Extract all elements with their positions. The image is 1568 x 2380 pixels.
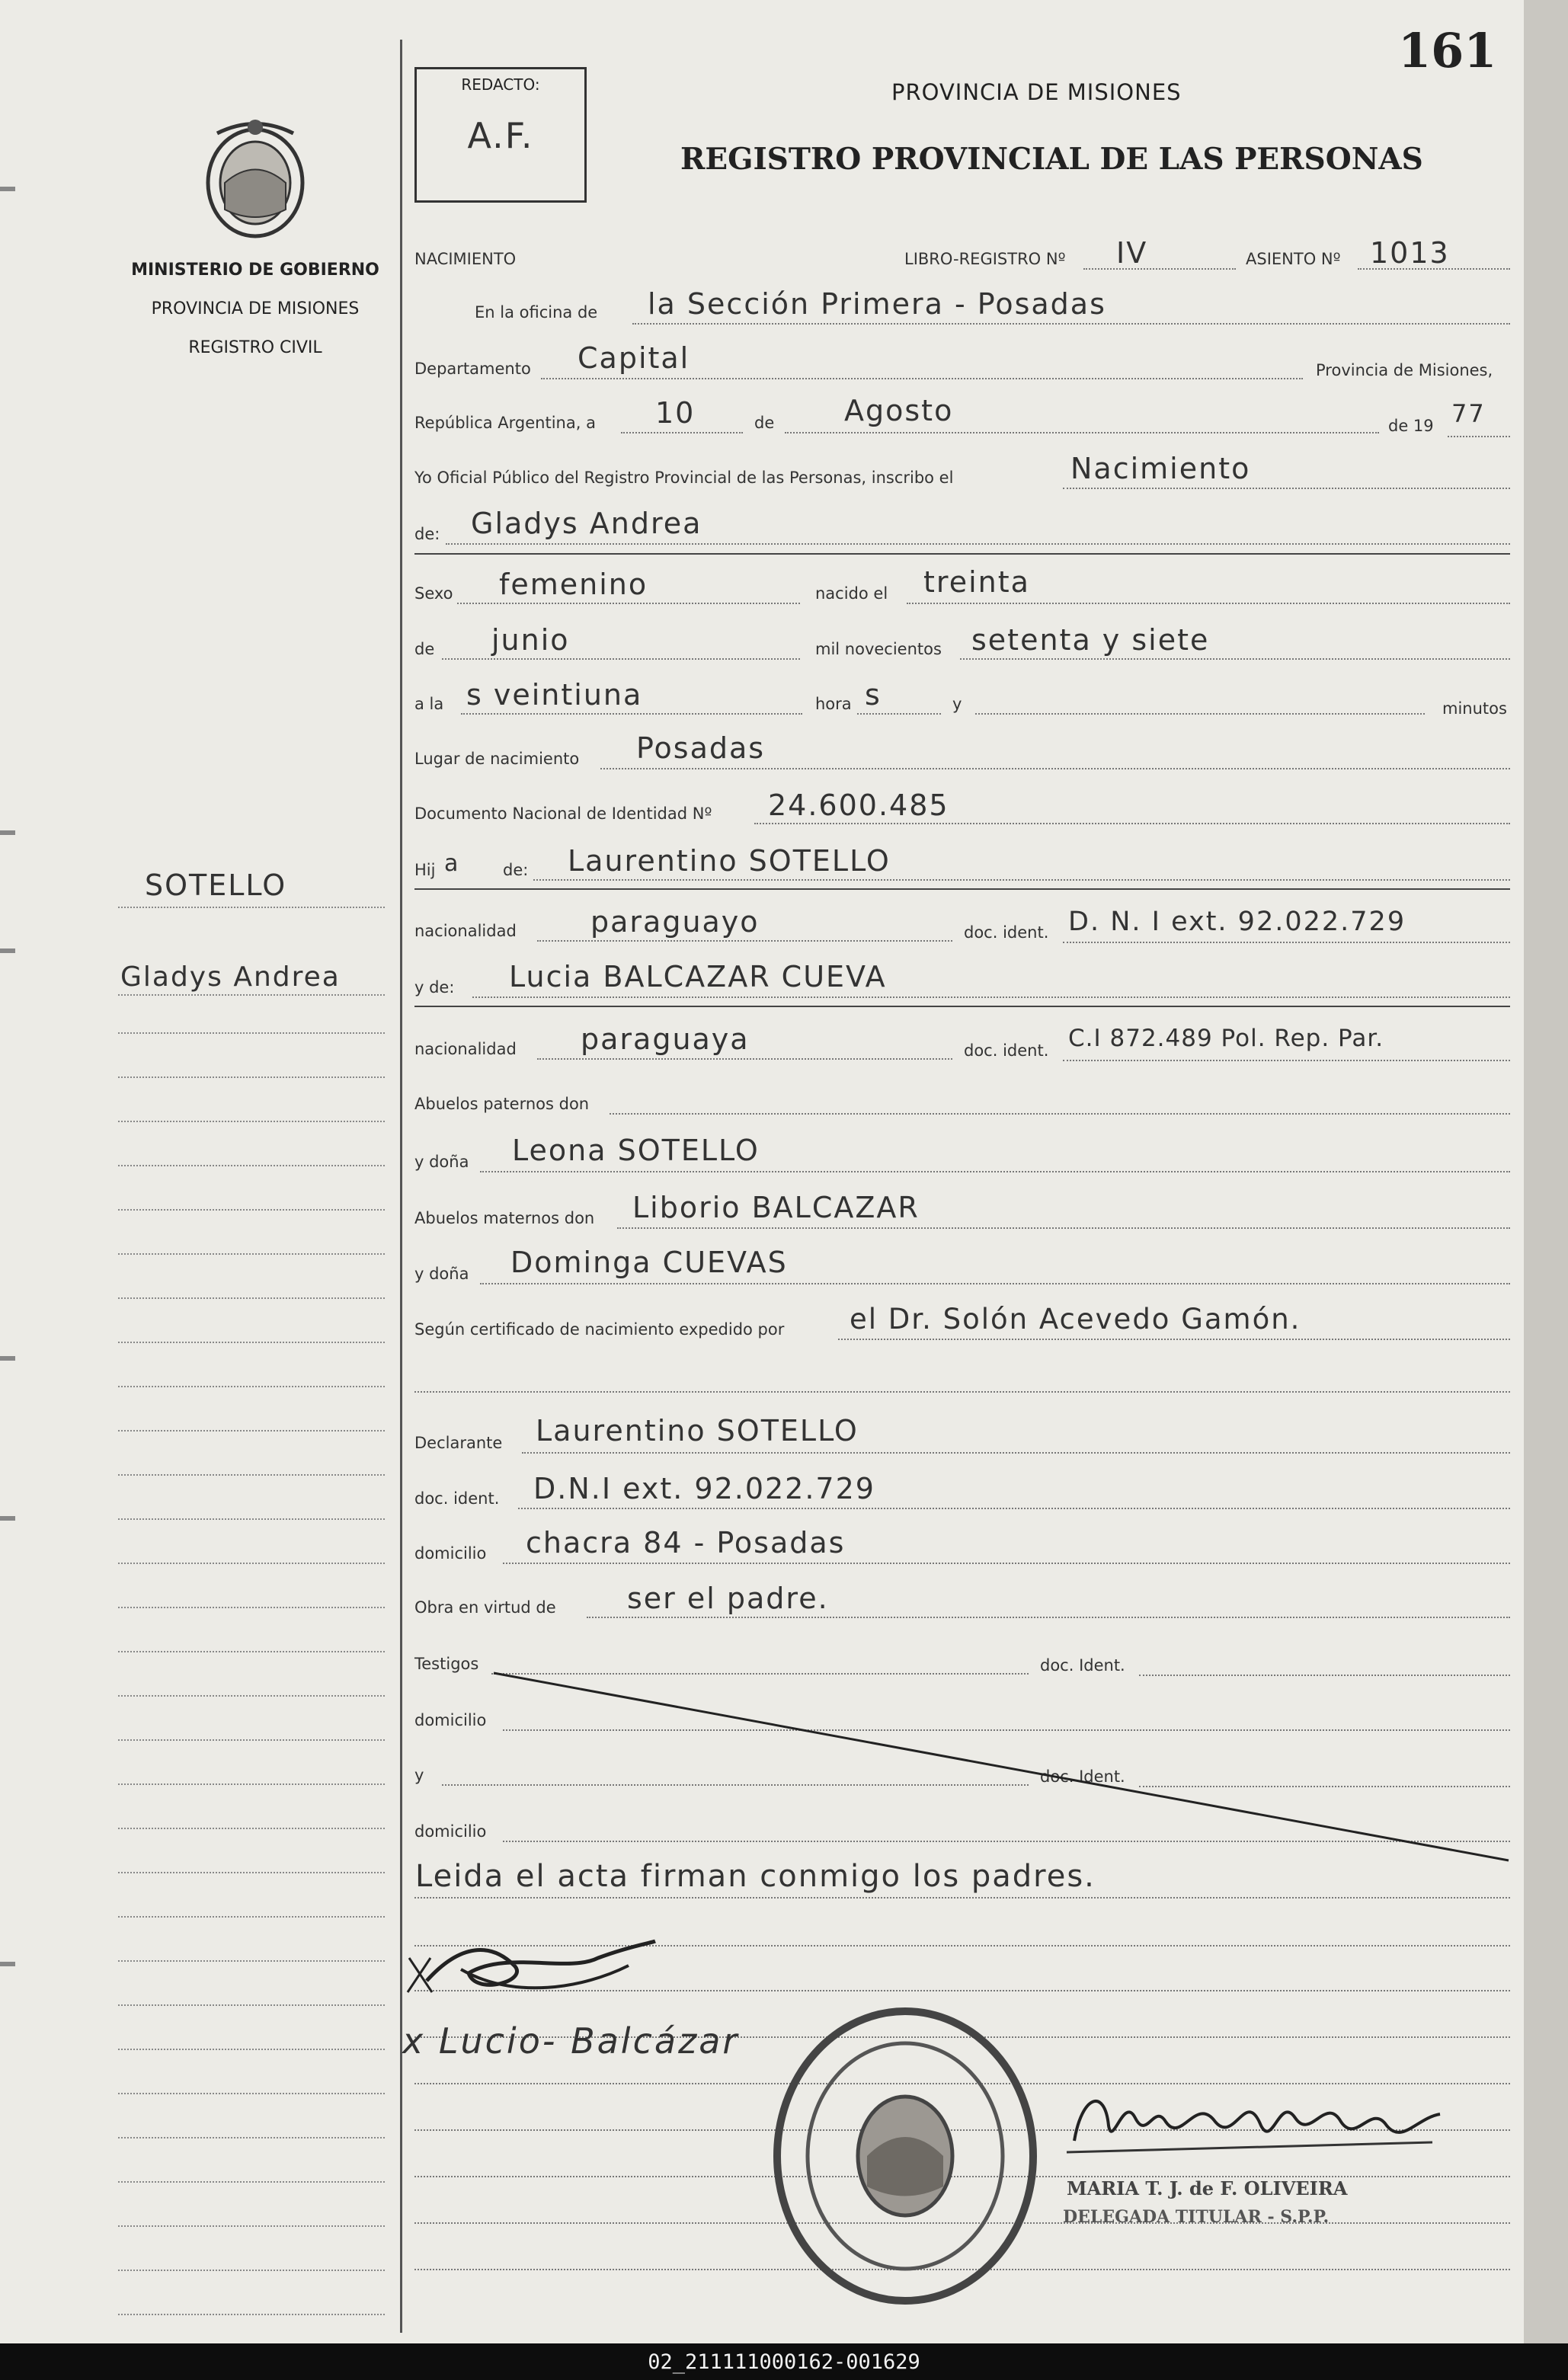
ministry-line1: MINISTERIO DE GOBIERNO bbox=[131, 261, 379, 280]
doc2-line bbox=[1063, 1060, 1510, 1061]
minutos-label: minutos bbox=[1442, 699, 1507, 718]
nacido-label: nacido el bbox=[815, 584, 888, 603]
mil-label: mil novecientos bbox=[815, 640, 942, 658]
sexo-line bbox=[457, 603, 800, 604]
binder-hole bbox=[0, 830, 15, 835]
binder-hole bbox=[0, 1516, 15, 1521]
birth-month-value: junio bbox=[491, 623, 570, 657]
redacto-value: A.F. bbox=[467, 115, 534, 156]
name-value: Gladys Andrea bbox=[471, 507, 702, 540]
mother-signature: x Lucio- Balcázar bbox=[402, 2020, 740, 2062]
margin-line bbox=[118, 1430, 385, 1432]
margin-surname: SOTELLO bbox=[145, 869, 287, 902]
abuelos-paternos-line bbox=[610, 1113, 1510, 1115]
year-value: 77 bbox=[1451, 399, 1486, 428]
lugar-value: Posadas bbox=[636, 731, 766, 765]
doc4-label: doc. Ident. bbox=[1040, 1656, 1125, 1675]
margin-line bbox=[118, 1165, 385, 1166]
margin-line bbox=[118, 2181, 385, 2183]
margin-line bbox=[118, 1253, 385, 1255]
margin-line bbox=[118, 994, 385, 996]
oficial-label: Yo Oficial Público del Registro Provincial de las Personas, inscribo el bbox=[414, 469, 954, 487]
hija-suffix: a bbox=[444, 850, 460, 877]
margin-line bbox=[118, 1828, 385, 1829]
margin-line bbox=[118, 1960, 385, 1962]
lugar-line bbox=[600, 768, 1510, 769]
doc1-line bbox=[1063, 942, 1510, 943]
father-signature bbox=[400, 1927, 674, 2011]
coat-of-arms-icon bbox=[194, 110, 316, 248]
oficina-line bbox=[632, 323, 1510, 325]
margin-line bbox=[118, 1297, 385, 1299]
margin-line bbox=[118, 1916, 385, 1918]
margin-line bbox=[118, 1651, 385, 1652]
official-title: DELEGADA TITULAR - S.P.P. bbox=[1063, 2207, 1330, 2227]
binder-hole bbox=[0, 1356, 15, 1361]
doc2-value: C.I 872.489 Pol. Rep. Par. bbox=[1068, 1025, 1384, 1052]
margin-line bbox=[118, 2314, 385, 2315]
domicilio-label: domicilio bbox=[414, 1544, 487, 1563]
mother-line bbox=[472, 996, 1510, 998]
oficina-label: En la oficina de bbox=[475, 303, 598, 321]
name-line bbox=[446, 543, 1510, 545]
name-de-label: de: bbox=[414, 525, 440, 543]
doc5-label: doc. Ident. bbox=[1040, 1767, 1125, 1786]
departamento-line bbox=[541, 378, 1303, 379]
sexo-value: femenino bbox=[499, 568, 648, 601]
y-label: y bbox=[952, 695, 962, 713]
cert-value: el Dr. Solón Acevedo Gamón. bbox=[850, 1303, 1301, 1336]
redacto-box bbox=[414, 67, 587, 203]
dni-line bbox=[754, 823, 1510, 824]
margin-line bbox=[118, 1563, 385, 1564]
domicilio-line bbox=[503, 1563, 1510, 1564]
dni-value: 24.600.485 bbox=[768, 789, 949, 822]
official-signature bbox=[1051, 2072, 1448, 2164]
libro-label: LIBRO-REGISTRO Nº bbox=[904, 250, 1066, 268]
hora-value: s bbox=[865, 678, 882, 712]
binder-hole bbox=[0, 948, 15, 953]
hour-value: s veintiuna bbox=[466, 678, 643, 712]
closing-line bbox=[414, 1897, 1510, 1899]
margin-line bbox=[118, 1032, 385, 1034]
obra-value: ser el padre. bbox=[627, 1582, 829, 1615]
margin-line bbox=[118, 1474, 385, 1476]
date-de-label: de bbox=[754, 414, 775, 432]
doc1-value: D. N. I ext. 92.022.729 bbox=[1068, 907, 1406, 937]
declarante-label: Declarante bbox=[414, 1434, 503, 1452]
margin-line bbox=[118, 1518, 385, 1520]
registry-stamp bbox=[768, 2004, 1042, 2308]
libro-line bbox=[1083, 268, 1236, 270]
margin-line bbox=[118, 1695, 385, 1697]
birth-de-label: de bbox=[414, 640, 435, 658]
declarante-value: Laurentino SOTELLO bbox=[536, 1414, 859, 1448]
margin-line bbox=[118, 1872, 385, 1873]
testigos-label: Testigos bbox=[414, 1655, 479, 1673]
day-line bbox=[621, 432, 743, 433]
domicilio-value: chacra 84 - Posadas bbox=[526, 1526, 846, 1559]
doc2-label: doc. ident. bbox=[964, 1041, 1049, 1060]
margin-line bbox=[118, 1121, 385, 1122]
page-edge bbox=[1524, 0, 1568, 2343]
domicilio3-label: domicilio bbox=[414, 1822, 487, 1841]
hija-label: Hij bbox=[414, 861, 436, 879]
dona1-value: Leona SOTELLO bbox=[512, 1134, 760, 1167]
nac2-line bbox=[537, 1058, 952, 1060]
cert-line-2 bbox=[414, 1391, 1510, 1393]
oficial-line bbox=[1063, 488, 1510, 489]
republica-label: República Argentina, a bbox=[414, 414, 596, 432]
margin-line bbox=[118, 1342, 385, 1343]
margin-line bbox=[118, 2270, 385, 2271]
nacido-value: treinta bbox=[923, 565, 1030, 599]
hour-line bbox=[461, 713, 802, 715]
margin-line bbox=[118, 1386, 385, 1387]
cert-label: Según certificado de nacimiento expedido por bbox=[414, 1320, 785, 1339]
father-value: Laurentino SOTELLO bbox=[568, 844, 891, 878]
nacido-line bbox=[907, 603, 1510, 604]
abuelos-paternos-label: Abuelos paternos don bbox=[414, 1095, 590, 1113]
margin-line bbox=[118, 1739, 385, 1741]
departamento-value: Capital bbox=[578, 341, 690, 375]
nac1-label: nacionalidad bbox=[414, 922, 517, 940]
birth-month-line bbox=[442, 658, 800, 660]
dona2-line bbox=[480, 1283, 1510, 1284]
hija-de-label: de: bbox=[503, 861, 529, 879]
dona1-line bbox=[480, 1171, 1510, 1172]
cert-line bbox=[838, 1339, 1510, 1340]
abuelos-maternos-line bbox=[617, 1227, 1510, 1229]
ala-label: a la bbox=[414, 695, 444, 713]
redacto-label: REDACTO: bbox=[461, 75, 540, 94]
hora-label: hora bbox=[815, 695, 852, 713]
margin-line bbox=[118, 1209, 385, 1211]
margin-line bbox=[118, 2225, 385, 2227]
hora-line bbox=[857, 713, 941, 715]
doc3-label: doc. ident. bbox=[414, 1489, 500, 1508]
year-line bbox=[1448, 436, 1510, 437]
margin-given-names: Gladys Andrea bbox=[120, 961, 341, 993]
scan-footer: 02_211111000162-001629 bbox=[0, 2343, 1568, 2380]
official-name: MARIA T. J. de F. OLIVEIRA bbox=[1067, 2177, 1348, 2199]
ministry-line2: PROVINCIA DE MISIONES bbox=[151, 299, 360, 318]
doc1-label: doc. ident. bbox=[964, 923, 1049, 942]
section-rule bbox=[414, 1006, 1510, 1007]
birth-year-value: setenta y siete bbox=[971, 623, 1210, 657]
binder-hole bbox=[0, 1962, 15, 1966]
nac1-line bbox=[537, 940, 952, 942]
declarante-line bbox=[522, 1452, 1510, 1454]
sexo-label: Sexo bbox=[414, 584, 453, 603]
header-province: PROVINCIA DE MISIONES bbox=[891, 79, 1182, 105]
section-rule bbox=[414, 888, 1510, 890]
abuelos-maternos-label: Abuelos maternos don bbox=[414, 1209, 595, 1227]
page-number: 161 bbox=[1398, 23, 1497, 78]
cancel-stroke bbox=[488, 1661, 1516, 1867]
abuelos-maternos-value: Liborio BALCAZAR bbox=[632, 1191, 920, 1224]
header-registry: REGISTRO PROVINCIAL DE LAS PERSONAS bbox=[680, 142, 1423, 177]
asiento-label: ASIENTO Nº bbox=[1246, 250, 1341, 268]
mother-value: Lucia BALCAZAR CUEVA bbox=[509, 960, 887, 993]
birth-year-line bbox=[960, 658, 1510, 660]
dni-label: Documento Nacional de Identidad Nº bbox=[414, 805, 712, 823]
margin-line bbox=[118, 1607, 385, 1608]
dona2-value: Dominga CUEVAS bbox=[510, 1246, 788, 1279]
asiento-value: 1013 bbox=[1370, 236, 1450, 270]
oficina-value: la Sección Primera - Posadas bbox=[648, 287, 1106, 321]
obra-label: Obra en virtud de bbox=[414, 1598, 556, 1617]
type-label: NACIMIENTO bbox=[414, 250, 517, 268]
dona2-label: y doña bbox=[414, 1265, 469, 1283]
month-value: Agosto bbox=[844, 394, 954, 427]
section-rule bbox=[414, 553, 1510, 555]
mother-label: y de: bbox=[414, 978, 455, 996]
father-line bbox=[533, 879, 1510, 881]
binder-hole bbox=[0, 187, 15, 191]
domicilio2-label: domicilio bbox=[414, 1711, 487, 1729]
margin-line bbox=[118, 1783, 385, 1785]
year-label: de 19 bbox=[1388, 417, 1434, 435]
closing-text: Leida el acta firman conmigo los padres. bbox=[415, 1859, 1096, 1894]
doc3-line bbox=[518, 1508, 1510, 1509]
margin-line bbox=[118, 2093, 385, 2094]
lugar-label: Lugar de nacimiento bbox=[414, 750, 580, 768]
libro-value: IV bbox=[1116, 236, 1148, 270]
margin-line bbox=[118, 1076, 385, 1078]
obra-line bbox=[587, 1617, 1510, 1618]
nac2-value: paraguaya bbox=[581, 1022, 750, 1056]
nac1-value: paraguayo bbox=[590, 905, 760, 939]
month-line bbox=[785, 432, 1379, 433]
nac2-label: nacionalidad bbox=[414, 1040, 517, 1058]
margin-line bbox=[118, 2137, 385, 2138]
day-value: 10 bbox=[655, 396, 696, 430]
departamento-label: Departamento bbox=[414, 360, 531, 378]
margin-line bbox=[118, 2004, 385, 2006]
margin-line bbox=[118, 907, 385, 908]
provincia-label: Provincia de Misiones, bbox=[1316, 361, 1493, 379]
margin-line bbox=[118, 2049, 385, 2050]
dona1-label: y doña bbox=[414, 1153, 469, 1171]
minutes-line bbox=[975, 713, 1425, 715]
ministry-line3: REGISTRO CIVIL bbox=[188, 338, 322, 357]
y2-label: y bbox=[414, 1766, 424, 1784]
doc3-value: D.N.I ext. 92.022.729 bbox=[533, 1472, 875, 1505]
oficial-value: Nacimiento bbox=[1070, 452, 1251, 485]
